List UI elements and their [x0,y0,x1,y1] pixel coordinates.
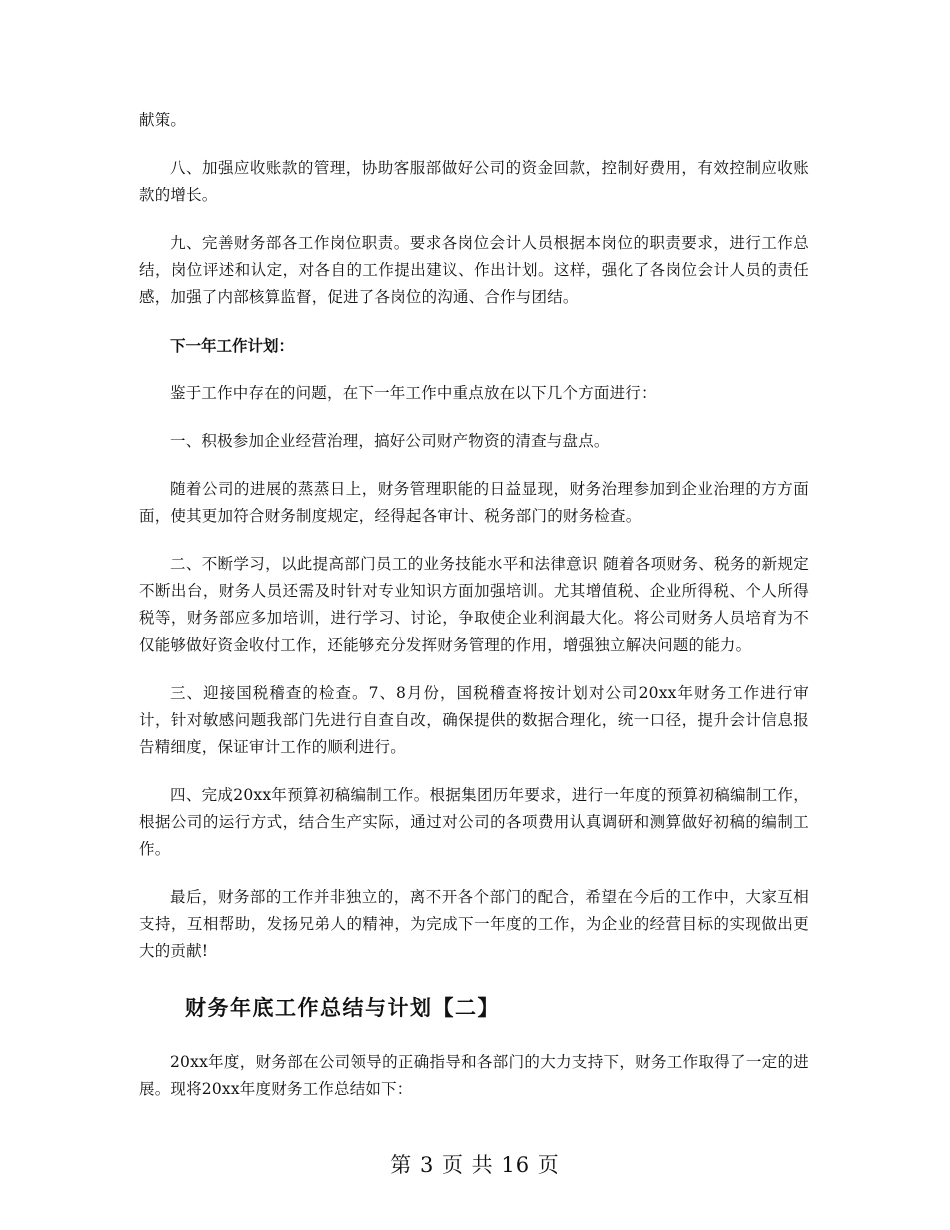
paragraph-plan-intro: 鉴于工作中存在的问题，在下一年工作中重点放在以下几个方面进行： [170,384,657,402]
paragraph-section2-intro: 20xx年度，财务部在公司领导的正确指导和各部门的大力支持下，财务工作取得了一定的进展。现将20xx年度财务工作总结如下： [139,1053,809,1098]
page-number-footer: 第 3 页 共 16 页 [390,1153,560,1177]
paragraph-plan-2: 二、不断学习，以此提高部门员工的业务技能水平和法律意识 随着各项财务、税务的新规定不断出台，财务人员还需及时针对专业知识方面加强培训。尤其增值税、企业所得税、个人所得税等，财务部应多加培训，进行学习、讨论，争取使企业利润最大化。将公司财务人员培育为不仅能够做好资金收付工作，还能够充分发挥财务管理的作用，增强独立解决问题的能力。 [139,555,809,654]
paragraph-item-8: 八、加强应收账款的管理，协助客服部做好公司的资金回款，控制好费用，有效控制应收账款的增长。 [139,159,809,204]
paragraph-plan-1: 一、积极参加企业经营治理，搞好公司财产物资的清查与盘点。 [170,432,610,450]
plan-heading: 下一年工作计划： [170,336,295,355]
paragraph-plan-3: 三、迎接国税稽查的检查。7、8月份，国税稽查将按计划对公司20xx年财务工作进行审计，针对敏感问题我部门先进行自查自改，确保提供的数据合理化，统一口径，提升会计信息报告精细度，保证审计工作的顺利进行。 [139,684,809,756]
paragraph-continuation: 献策。 [139,111,187,129]
paragraph-plan-1-detail: 随着公司的进展的蒸蒸日上，财务管理职能的日益显现，财务治理参加到企业治理的方方面面，使其更加符合财务制度规定，经得起各审计、税务部门的财务检查。 [139,480,809,525]
document-body [139,107,809,1124]
section-title: 财务年底工作总结与计划【二】 [185,995,500,1020]
paragraph-closing: 最后，财务部的工作并非独立的，离不开各个部门的配合，希望在今后的工作中，大家互相支持，互相帮助，发扬兄弟人的精神，为完成下一年度的工作，为企业的经营目标的实现做出更大的贡献! [139,888,809,960]
paragraph-plan-4: 四、完成20xx年预算初稿编制工作。根据集团历年要求，进行一年度的预算初稿编制工作，根据公司的运行方式，结合生产实际，通过对公司的各项费用认真调研和测算做好初稿的编制工作。 [139,786,809,858]
paragraph-item-9: 九、完善财务部各工作岗位职责。要求各岗位会计人员根据本岗位的职责要求，进行工作总结，岗位评述和认定，对各自的工作提出建议、作出计划。这样，强化了各岗位会计人员的责任感，加强了内部核算监督，促进了各岗位的沟通、合作与团结。 [139,234,809,306]
